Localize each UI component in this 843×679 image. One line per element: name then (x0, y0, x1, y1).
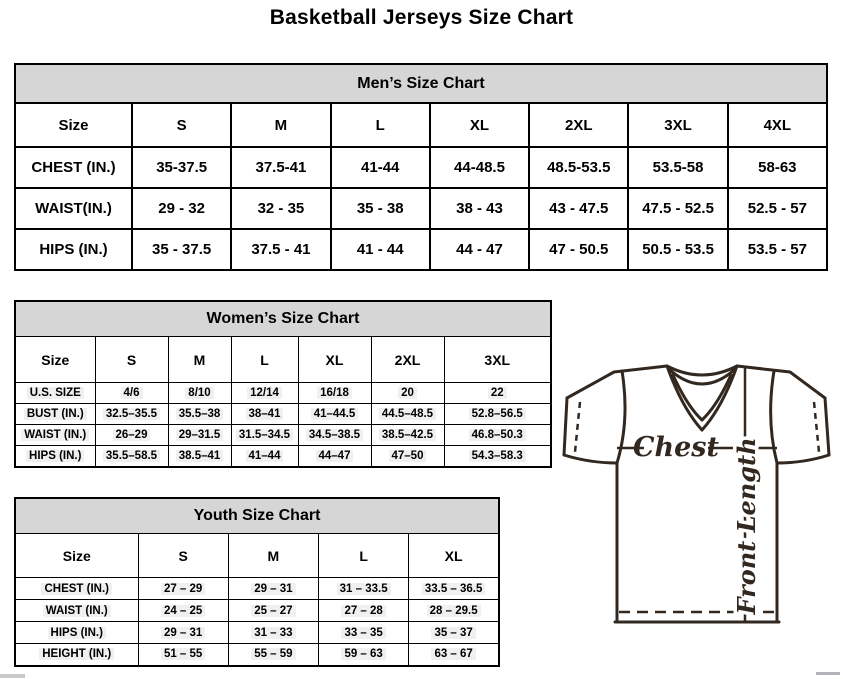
row-label: HEIGHT (IN.) (15, 644, 138, 666)
value-cell: 8/10 (168, 383, 231, 404)
value-cell: 55 – 59 (228, 644, 318, 666)
value-cell: 44.5–48.5 (371, 404, 444, 425)
value-cell: 54.3–58.3 (444, 446, 551, 467)
value-cell: 32 - 35 (231, 188, 330, 229)
value-cell: 29 – 31 (138, 622, 228, 644)
column-header: L (319, 534, 409, 578)
table-row (15, 147, 827, 188)
column-header: XL (298, 337, 371, 383)
table-row (15, 229, 827, 270)
youth-size-chart (14, 497, 500, 667)
column-header: 3XL (628, 103, 727, 147)
column-header: 3XL (444, 337, 551, 383)
womens-size-chart (14, 300, 552, 468)
column-header: S (138, 534, 228, 578)
value-cell: 31 – 33 (228, 622, 318, 644)
value-cell: 41–44 (231, 446, 298, 467)
mens-size-chart (14, 63, 828, 271)
value-cell: 59 – 63 (319, 644, 409, 666)
column-header: S (132, 103, 231, 147)
value-cell: 31.5–34.5 (231, 425, 298, 446)
value-cell: 47–50 (371, 446, 444, 467)
table-row (15, 383, 551, 404)
mens-size-table (14, 63, 828, 271)
value-cell: 24 – 25 (138, 600, 228, 622)
scrollbar-fragment-right (816, 672, 840, 675)
scrollbar-fragment-left (0, 674, 25, 678)
table-row (15, 644, 499, 666)
value-cell: 33.5 – 36.5 (409, 578, 499, 600)
front-length-measure-label: Front Length (732, 437, 761, 615)
value-cell: 51 – 55 (138, 644, 228, 666)
row-label: CHEST (IN.) (15, 147, 132, 188)
table-row (15, 425, 551, 446)
column-header: Size (15, 337, 95, 383)
value-cell: 38 - 43 (430, 188, 529, 229)
column-header: M (168, 337, 231, 383)
value-cell: 38–41 (231, 404, 298, 425)
value-cell: 28 – 29.5 (409, 600, 499, 622)
value-cell: 53.5 - 57 (728, 229, 827, 270)
column-header: XL (430, 103, 529, 147)
value-cell: 33 – 35 (319, 622, 409, 644)
value-cell: 47 - 50.5 (529, 229, 628, 270)
column-header: XL (409, 534, 499, 578)
value-cell: 29 – 31 (228, 578, 318, 600)
value-cell: 27 – 29 (138, 578, 228, 600)
value-cell: 63 – 67 (409, 644, 499, 666)
row-label: WAIST(IN.) (15, 188, 132, 229)
chest-measure-label: Chest (633, 432, 719, 463)
row-label: WAIST (IN.) (15, 600, 138, 622)
value-cell: 44-48.5 (430, 147, 529, 188)
row-label: HIPS (IN.) (15, 229, 132, 270)
value-cell: 34.5–38.5 (298, 425, 371, 446)
value-cell: 29–31.5 (168, 425, 231, 446)
value-cell: 53.5-58 (628, 147, 727, 188)
value-cell: 35 - 37.5 (132, 229, 231, 270)
row-label: HIPS (IN.) (15, 446, 95, 467)
column-header: M (228, 534, 318, 578)
value-cell: 48.5-53.5 (529, 147, 628, 188)
chart-title: Youth Size Chart (15, 498, 499, 534)
table-row (15, 600, 499, 622)
value-cell: 52.5 - 57 (728, 188, 827, 229)
value-cell: 46.8–50.3 (444, 425, 551, 446)
value-cell: 16/18 (298, 383, 371, 404)
jersey-outline-icon (556, 358, 840, 634)
womens-size-table (14, 300, 552, 468)
column-header: 2XL (371, 337, 444, 383)
row-label: U.S. SIZE (15, 383, 95, 404)
value-cell: 38.5–41 (168, 446, 231, 467)
value-cell: 50.5 - 53.5 (628, 229, 727, 270)
chart-title: Men’s Size Chart (15, 64, 827, 103)
value-cell: 35-37.5 (132, 147, 231, 188)
value-cell: 44 - 47 (430, 229, 529, 270)
value-cell: 32.5–35.5 (95, 404, 168, 425)
value-cell: 44–47 (298, 446, 371, 467)
row-label: CHEST (IN.) (15, 578, 138, 600)
value-cell: 58-63 (728, 147, 827, 188)
value-cell: 41–44.5 (298, 404, 371, 425)
value-cell: 20 (371, 383, 444, 404)
table-row (15, 188, 827, 229)
column-header: Size (15, 103, 132, 147)
chart-title: Women’s Size Chart (15, 301, 551, 337)
value-cell: 27 – 28 (319, 600, 409, 622)
value-cell: 35.5–38 (168, 404, 231, 425)
row-label: WAIST (IN.) (15, 425, 95, 446)
row-label: HIPS (IN.) (15, 622, 138, 644)
value-cell: 38.5–42.5 (371, 425, 444, 446)
value-cell: 37.5 - 41 (231, 229, 330, 270)
value-cell: 41-44 (331, 147, 430, 188)
value-cell: 35 – 37 (409, 622, 499, 644)
value-cell: 41 - 44 (331, 229, 430, 270)
youth-size-table (14, 497, 500, 667)
table-row (15, 446, 551, 467)
value-cell: 35.5–58.5 (95, 446, 168, 467)
value-cell: 37.5-41 (231, 147, 330, 188)
value-cell: 29 - 32 (132, 188, 231, 229)
column-header: L (231, 337, 298, 383)
column-header: Size (15, 534, 138, 578)
page-title: Basketball Jerseys Size Chart (269, 6, 574, 29)
jersey-measurement-diagram (556, 358, 840, 634)
value-cell: 52.8–56.5 (444, 404, 551, 425)
column-header: L (331, 103, 430, 147)
column-header: S (95, 337, 168, 383)
column-header: 2XL (529, 103, 628, 147)
value-cell: 25 – 27 (228, 600, 318, 622)
value-cell: 22 (444, 383, 551, 404)
row-label: BUST (IN.) (15, 404, 95, 425)
value-cell: 31 – 33.5 (319, 578, 409, 600)
table-row (15, 404, 551, 425)
value-cell: 4/6 (95, 383, 168, 404)
table-row (15, 578, 499, 600)
table-row (15, 622, 499, 644)
value-cell: 12/14 (231, 383, 298, 404)
value-cell: 47.5 - 52.5 (628, 188, 727, 229)
value-cell: 35 - 38 (331, 188, 430, 229)
column-header: M (231, 103, 330, 147)
value-cell: 26–29 (95, 425, 168, 446)
column-header: 4XL (728, 103, 827, 147)
value-cell: 43 - 47.5 (529, 188, 628, 229)
